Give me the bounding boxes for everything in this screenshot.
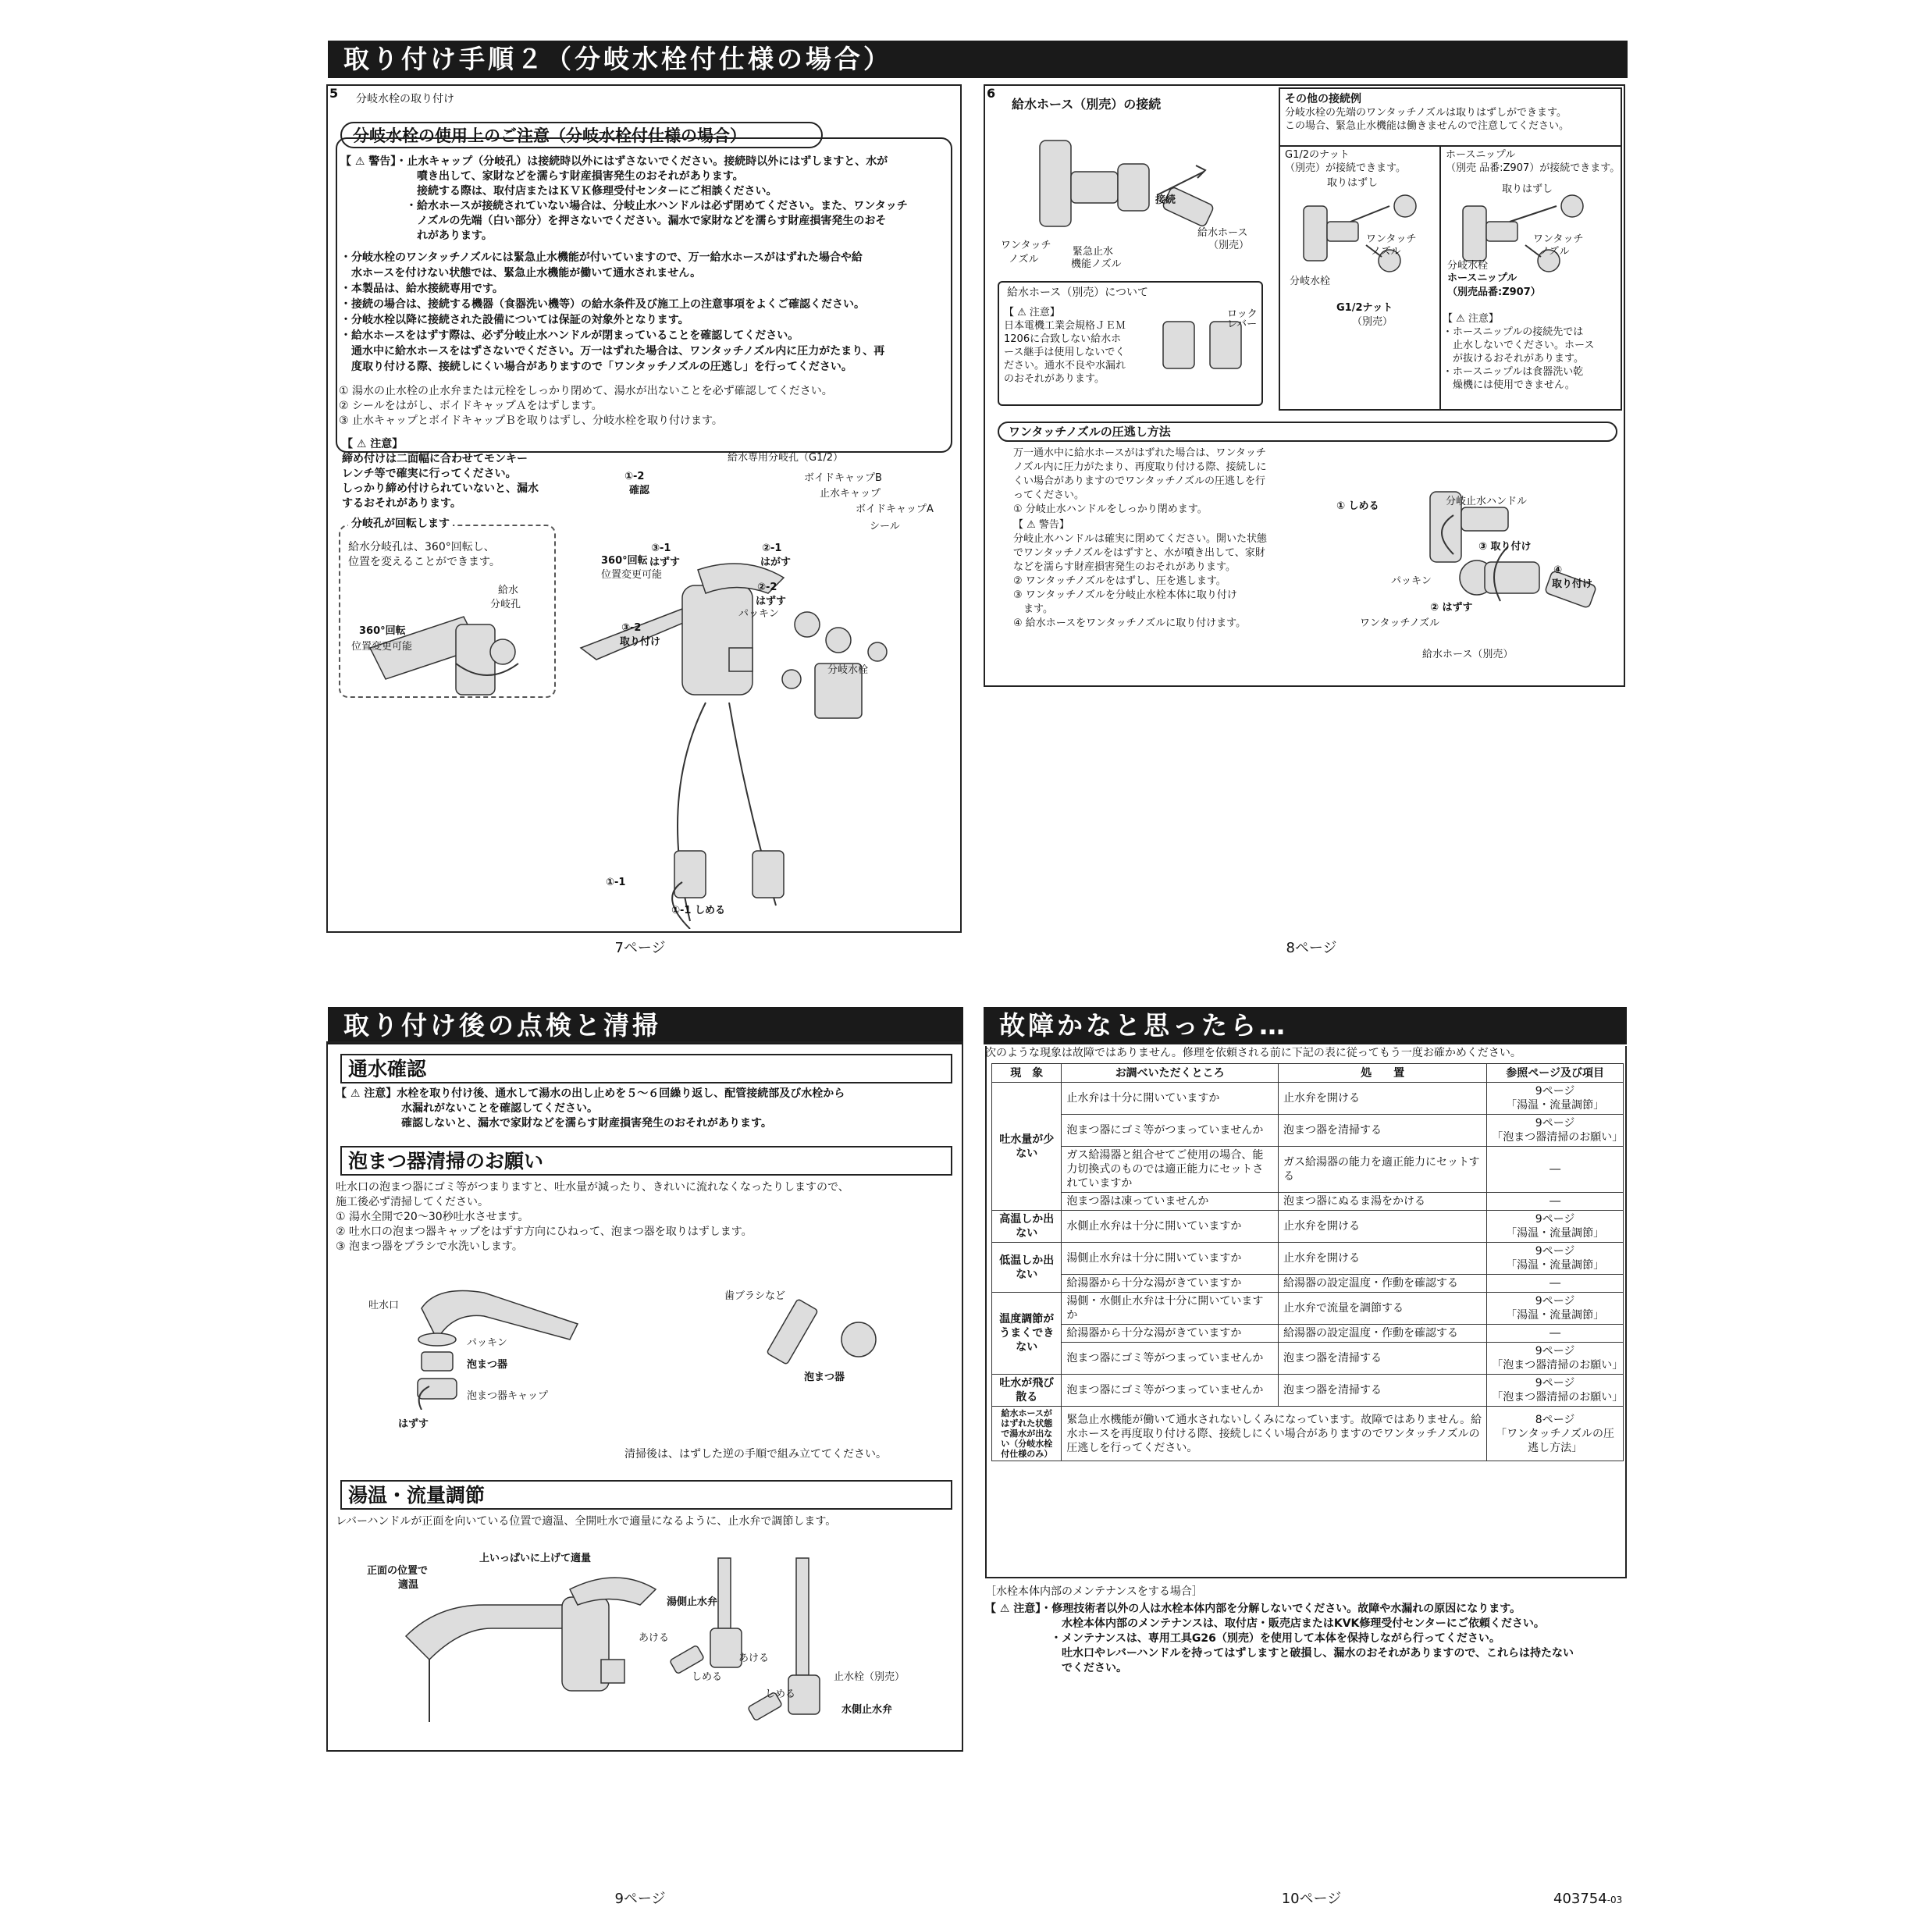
troubleshoot-intro: 次のような現象は故障ではありません。修理を依頼される前に下記の表に従ってもう一度お確かめください。 [985, 1047, 1521, 1059]
figure-label: ①-2 [624, 471, 645, 482]
text-line: 【 ⚠ 注意】水栓を取り付け後、通水して湯水の出し止めを５～６回繰り返し、配管接続部及び水栓から [336, 1087, 845, 1100]
figure-label: 適温 [398, 1579, 419, 1591]
figure-label: 分岐水栓 [1290, 276, 1331, 287]
reference-cell: ― [1487, 1325, 1624, 1343]
table-row [992, 1211, 1624, 1243]
text-line: ース継手は使用しないでく [1004, 347, 1126, 358]
fix-cell: 止水弁を開ける [1278, 1211, 1486, 1243]
text-line: 燥機には使用できません。 [1443, 379, 1575, 391]
text-line: 給水分岐孔は、360°回転し、 [348, 541, 495, 553]
other-connect-text [1285, 106, 1569, 133]
fix-cell: 泡まつ器を清掃する [1278, 1115, 1486, 1147]
fix-cell: 止水弁を開ける [1278, 1083, 1486, 1115]
text-line: が抜けるおそれがあります。 [1443, 353, 1584, 365]
troubleshoot-table [991, 1063, 1624, 1461]
nipple-caution [1443, 312, 1594, 392]
table-row [992, 1275, 1624, 1293]
warning-line: 【 ⚠ 警告】 [1013, 519, 1069, 531]
figure-label: ノズル [1539, 246, 1570, 258]
text-line: 1206に合致しない給水ホ [1004, 333, 1122, 345]
figure-label: 取り付け [620, 636, 661, 648]
reference-cell: 9ページ 「湯温・流量調節」 [1487, 1293, 1624, 1325]
table-row [992, 1193, 1624, 1211]
table-header: お調べいただくところ [1062, 1064, 1279, 1083]
text-line: 【 ⚠ 注意】 [1004, 307, 1060, 318]
text-line: ・本製品は、給水接続専用です。 [340, 283, 503, 295]
figure-label: 給水 [498, 585, 519, 596]
relief-step: ② ワンタッチノズルをはずし、圧を逃します。 [1013, 575, 1226, 587]
table-header: 現 象 [992, 1064, 1062, 1083]
figure-label: パッキン [738, 608, 779, 620]
text-line: ① 湯水の止水栓の止水弁または元栓をしっかり閉めて、湯水が出ないことを必ず確認してください。 [339, 385, 833, 397]
text-line: 噴き出して、家財などを濡らす財産損害発生のおそれがあります。 [340, 170, 744, 183]
text-line: 確認しないと、漏水で家財などを濡らす財産損害発生のおそれがあります。 [336, 1117, 772, 1130]
figure-label: 取りはずし [1502, 183, 1553, 195]
reference-cell: ― [1487, 1275, 1624, 1293]
text-line: ってください。 [1013, 489, 1085, 501]
warning-line: 分岐止水ハンドルは確実に閉めてください。開いた状態 [1013, 533, 1268, 545]
symptom-cell: 温度調節がうまくできない [992, 1293, 1062, 1375]
text-line: G1/2のナット [1285, 149, 1350, 161]
aerator-text [336, 1180, 849, 1254]
figure-label: ③-1 [651, 543, 671, 554]
document-code [1553, 1891, 1622, 1907]
check-cell: ガス給湯器と組合せてご使用の場合、能力切換式のものでは適正能力にセットされていますか [1062, 1147, 1279, 1193]
reference-cell: 9ページ 「湯温・流量調節」 [1487, 1211, 1624, 1243]
step-number-6: 6 [987, 86, 996, 101]
doc-code-rev: -03 [1606, 1895, 1623, 1905]
page8-number: 8ページ [1286, 940, 1337, 956]
text-line: 分岐水栓の先端のワンタッチノズルは取りはずしができます。 [1285, 107, 1567, 119]
caution-heading: 分岐水栓の使用上のご注意（分岐水栓付仕様の場合） [340, 122, 823, 148]
text-line: ・ホースニップルは食器洗い乾 [1443, 366, 1584, 378]
check-cell: 給湯器から十分な湯がきていますか [1062, 1325, 1279, 1343]
table-row [992, 1083, 1624, 1115]
text-line: （別売 品番:Z907）が接続できます。 [1446, 162, 1621, 174]
page10-banner: 故障かなと思ったら… [984, 1007, 1627, 1044]
hose-about-title: 給水ホース（別売）について [1007, 286, 1149, 299]
check-cell: 泡まつ器にゴミ等がつまっていませんか [1062, 1343, 1279, 1375]
figure-label: しめる [765, 1688, 796, 1700]
figure-label: G1/2ナット [1336, 302, 1393, 314]
table-row [992, 1375, 1624, 1407]
table-row [992, 1325, 1624, 1343]
hose-about-box [998, 281, 1263, 406]
text-line: ロック [1227, 308, 1258, 320]
text-line: レバー [1227, 318, 1258, 330]
text-line: ① 分岐止水ハンドルをしっかり閉めます。 [1013, 503, 1208, 515]
text-line: 【 ⚠ 注意】・修理技術者以外の人は水栓本体内部を分解しないでください。故障や水漏れの原因になります。 [985, 1603, 1521, 1615]
relief-step: ます。 [1013, 603, 1053, 615]
text-line: 【 ⚠ 警告】・止水キャップ（分岐孔）は接続時以外にはずさないでください。接続時以外にはずしますと、水が [340, 155, 888, 168]
figure-label: 給水専用分岐孔（G1/2） [728, 452, 843, 464]
figure-label: 泡まつ器 [804, 1372, 845, 1383]
fix-cell: 止水弁で流量を調節する [1278, 1293, 1486, 1325]
page9-panel [326, 1041, 963, 1752]
figure-label: ワンタッチノズル [1360, 617, 1440, 629]
text-line: 日本電機工業会規格ＪＥＭ [1004, 320, 1126, 332]
check-cell: 泡まつ器にゴミ等がつまっていませんか [1062, 1375, 1279, 1407]
figure-label: 給水ホース [1197, 227, 1248, 239]
other-connect-box [1279, 87, 1622, 411]
reference-cell: ― [1487, 1193, 1624, 1211]
figure-label: ②-2 [757, 582, 777, 593]
check-cell: 湯側止水弁は十分に開いていますか [1062, 1243, 1279, 1275]
text-line: ・分岐水栓のワンタッチノズルには緊急止水機能が付いていますので、万一給水ホースがはずれた場合や給 [340, 251, 863, 264]
page9-number: 9ページ [614, 1891, 666, 1907]
figure-label: 取り付け [1552, 578, 1593, 590]
figure-label: 分岐水栓 [1447, 260, 1489, 272]
page7-number: 7ページ [614, 940, 666, 956]
text-line: （別売）が接続できます。 [1285, 162, 1406, 174]
figure-label: あける [639, 1632, 670, 1644]
fix-cell: 給湯器の設定温度・作動を確認する [1278, 1275, 1486, 1293]
text-line: ・給水ホースをはずす際は、必ず分岐止水ハンドルが閉まっていることを確認してください。 [340, 329, 799, 342]
page7-banner: 取り付け手順２（分岐水栓付仕様の場合） [328, 41, 1628, 78]
table-row [992, 1293, 1624, 1325]
text-line: しっかり締め付けられていないと、漏水 [342, 482, 539, 495]
text-line: ださい。通水不良や水漏れ [1004, 360, 1126, 372]
reference-cell: 9ページ 「泡まつ器清掃のお願い」 [1487, 1115, 1624, 1147]
rotate-title: 分岐孔が回転します [348, 517, 453, 532]
text-line: くい場合がありますのでワンタッチノズルの圧逃しを行 [1013, 475, 1266, 487]
page8-panel [984, 84, 1625, 687]
text-line: ③ 止水キャップとボイドキャップＢを取りはずし、分岐水栓を取り付けます。 [339, 415, 723, 427]
reference-cell: ― [1487, 1147, 1624, 1193]
figure-label: 上いっぱいに上げて適量 [479, 1553, 592, 1564]
relief-title: ワンタッチノズルの圧逃し方法 [998, 422, 1617, 442]
relief-step: ④ 給水ホースをワンタッチノズルに取り付けます。 [1013, 617, 1247, 629]
text-line: 水漏れがないことを確認してください。 [336, 1102, 598, 1115]
text-line: 通水中に給水ホースをはずさないでください。万一はずれた場合は、ワンタッチノズル内に圧力がたまり、再 [340, 345, 885, 358]
check-cell: 泡まつ器にゴミ等がつまっていませんか [1062, 1115, 1279, 1147]
figure-label: はずす [756, 596, 787, 607]
figure-label: しめる [692, 1671, 723, 1683]
table-row [992, 1147, 1624, 1193]
figure-label: 確認 [629, 485, 650, 496]
figure-label: 給水ホース（別売） [1422, 649, 1514, 660]
reference-cell: 8ページ 「ワンタッチノズルの圧逃し方法」 [1487, 1407, 1624, 1461]
text-line: 万一通水中に給水ホースがはずれた場合は、ワンタッチ [1013, 447, 1266, 459]
clean-note: 清掃後は、はずした逆の手順で組み立ててください。 [624, 1448, 887, 1461]
figure-label: （別売） [1208, 240, 1250, 251]
figure-label: ②-1 [762, 543, 782, 554]
text-line: ・ホースニップルの接続先では [1443, 326, 1584, 338]
text-line: ・給水ホースが接続されていない場合は、分岐止水ハンドルは必ず閉めてください。また、ワンタッチ [340, 200, 908, 212]
fix-cell: 泡まつ器を清掃する [1278, 1375, 1486, 1407]
figure-label: 緊急止水 [1073, 246, 1114, 258]
table-row [992, 1407, 1624, 1461]
other-connect-title: その他の接続例 [1285, 93, 1361, 105]
maintenance-title: ［水栓本体内部のメンテナンスをする場合］ [985, 1585, 1203, 1598]
figure-label: 位置変更可能 [351, 641, 413, 653]
figure-label: シール [870, 521, 900, 532]
reference-cell: 9ページ 「泡まつ器清掃のお願い」 [1487, 1343, 1624, 1375]
text-line: 度取り付ける際、接続しにくい場合がありますので「ワンタッチノズルの圧逃し」を行ってください。 [340, 361, 852, 373]
hose-connect-title: 給水ホース（別売）の接続 [1012, 97, 1162, 112]
figure-label: 湯側止水弁 [667, 1596, 718, 1608]
reference-cell: 9ページ 「湯温・流量調節」 [1487, 1083, 1624, 1115]
table-row [992, 1243, 1624, 1275]
step-title: 分岐水栓の取り付け [356, 93, 454, 105]
text-line: ホースニップル [1446, 149, 1516, 161]
faucet-install-figure [339, 523, 948, 929]
reference-cell: 9ページ 「泡まつ器清掃のお願い」 [1487, 1375, 1624, 1407]
figure-label: ③ 取り付け [1478, 541, 1532, 553]
figure-label: パッキン [467, 1337, 507, 1349]
figure-label: ノズル [1371, 246, 1401, 258]
fix-cell: 泡まつ器にぬるま湯をかける [1278, 1193, 1486, 1211]
check-cell: 泡まつ器は凍っていませんか [1062, 1193, 1279, 1211]
figure-label: はずす [398, 1418, 429, 1430]
fix-cell: ガス給湯器の能力を適正能力にセットする [1278, 1147, 1486, 1193]
figure-label: 正面の位置で [367, 1565, 429, 1577]
figure-label: ①-1 しめる [671, 905, 725, 916]
symptom-cell: 給水ホースがはずれた状態で湯水が出ない（分岐水栓付仕様のみ） [992, 1407, 1062, 1461]
tighten-caution [342, 437, 539, 511]
fix-cell: 泡まつ器を清掃する [1278, 1343, 1486, 1375]
text-line: ② シールをはがし、ボイドキャップＡをはずします。 [339, 400, 603, 412]
check-cell: 給湯器から十分な湯がきていますか [1062, 1275, 1279, 1293]
figure-label: 分岐孔 [490, 599, 521, 610]
figure-label: 機能ノズル [1071, 258, 1122, 270]
nipple-text [1446, 148, 1620, 175]
text-line: ② 吐水口の泡まつ器キャップをはずす方向にひねって、泡まつ器を取りはずします。 [336, 1226, 753, 1238]
figure-label: 泡まつ器 [467, 1359, 508, 1371]
check-cell: 水側止水弁は十分に開いていますか [1062, 1211, 1279, 1243]
g12-text [1285, 148, 1406, 175]
figure-label: 水側止水弁 [841, 1704, 893, 1716]
figure-label: （別売） [1352, 316, 1393, 328]
symptom-cell: 吐水が飛び散る [992, 1375, 1062, 1407]
doc-code-number: 403754 [1553, 1891, 1607, 1907]
figure-label: パッキン [1391, 575, 1432, 587]
text-line: この場合、緊急止水機能は働きませんので注意してください。 [1285, 120, 1570, 132]
text-line: するおそれがあります。 [342, 497, 461, 510]
install-steps [339, 384, 833, 429]
text-line: ・メンテナンスは、専用工具G26（別売）を使用して本体を保持しながら行ってください。 [985, 1632, 1500, 1645]
text-line: 水ホースを付けない状態では、緊急止水機能が働いて通水されません。 [340, 267, 702, 279]
table-row [992, 1115, 1624, 1147]
figure-label: ホースニップル [1447, 272, 1517, 284]
text-line: ① 湯水全開で20～30秒吐水させます。 [336, 1211, 529, 1223]
text-line: 止水しないでください。ホース [1443, 340, 1595, 351]
figure-label: ボイドキャップB [804, 472, 882, 484]
figure-label: ワンタッチ [1533, 233, 1584, 245]
figure-label: ② はずす [1430, 602, 1473, 614]
relief-step: ③ ワンタッチノズルを分岐止水栓本体に取り付け [1013, 589, 1237, 601]
text-line: でください。 [985, 1662, 1127, 1674]
text-line: 吐水口やレバーハンドルを持ってはずしますと破損し、漏水のおそれがありますので、これらは持たない [985, 1647, 1574, 1660]
figure-label: ワンタッチ [1366, 233, 1417, 245]
caution-title: 【 ⚠ 注意】 [342, 438, 404, 450]
symptom-cell: 高温しか出ない [992, 1211, 1062, 1243]
figure-label: 360°回転 [601, 555, 648, 567]
figure-label: 接続 [1155, 194, 1176, 206]
water-check-text [336, 1087, 845, 1131]
temp-flow-heading: 湯温・流量調節 [340, 1480, 952, 1510]
text-line: ・接続の場合は、接続する機器（食器洗い機等）の給水条件及び施工上の注意事項をよくご確認ください。 [340, 298, 865, 311]
figure-label: はがす [760, 557, 792, 568]
text-line: レンチ等で確実に行ってください。 [342, 468, 517, 480]
symptom-cell: 低温しか出ない [992, 1243, 1062, 1293]
maintenance-text [985, 1602, 1574, 1676]
text-line: ・分岐水栓以降に接続された設備については保証の対象外となります。 [340, 314, 689, 326]
figure-label: 止水キャップ [820, 488, 881, 500]
text-line: 締め付けは二面幅に合わせてモンキー [342, 453, 528, 465]
figure-label: 止水栓（別売） [834, 1671, 906, 1683]
aerator-figure [375, 1277, 906, 1410]
figure-label: 泡まつ器キャップ [467, 1390, 549, 1402]
warning-line: などを濡らす財産損害発生のおそれがあります。 [1013, 561, 1236, 573]
table-header: 参照ページ及び項目 [1487, 1064, 1624, 1083]
figure-label: あける [738, 1653, 770, 1664]
text-line: 水栓本体内部のメンテナンスは、取付店・販売店またはKVK修理受付センターにご依頼ください。 [985, 1617, 1545, 1630]
text-line: 接続する際は、取付店またはＫＶＫ修理受付センターにご相談ください。 [340, 185, 777, 197]
figure-label: ボイドキャップA [856, 503, 934, 515]
temp-flow-text: レバーハンドルが正面を向いている位置で適温、全開吐水で適量になるように、止水弁で調節します。 [336, 1515, 837, 1528]
water-check-heading: 通水確認 [340, 1054, 952, 1083]
page9-banner: 取り付け後の点検と清掃 [328, 1007, 963, 1044]
figure-label: 位置変更可能 [601, 569, 663, 581]
figure-label: 取りはずし [1327, 177, 1379, 189]
text-line: 位置を変えることができます。 [348, 556, 500, 568]
page7-panel [326, 84, 962, 933]
reference-cell: 9ページ 「湯温・流量調節」 [1487, 1243, 1624, 1275]
text-line: 吐水口の泡まつ器にゴミ等がつまりますと、吐水量が減ったり、きれいに流れなくなったりしますので、 [336, 1181, 849, 1194]
text-line: ③ 泡まつ器をブラシで水洗いします。 [336, 1240, 523, 1253]
figure-label: 360°回転 [359, 625, 406, 637]
check-cell: 止水弁は十分に開いていますか [1062, 1083, 1279, 1115]
check-cell: 緊急止水機能が働いて通水されないしくみになっています。故障ではありません。給水ホースを再度取り付ける際、接続しにくい場合がありますのでワンタッチノズルの圧逃しを行ってください。 [1062, 1407, 1487, 1461]
figure-label: 分岐水栓 [827, 664, 869, 676]
figure-label: 分岐止水ハンドル [1446, 496, 1528, 507]
hose-caution [1004, 306, 1126, 386]
step-number: 5 [329, 86, 339, 101]
text-line: ノズルの先端（白い部分）を押さないでください。漏水で家財などを濡らす財産損害発生のおそ [340, 215, 887, 227]
text-line: 【 ⚠ 注意】 [1443, 313, 1499, 325]
figure-label: はずす [649, 557, 681, 568]
fix-cell: 止水弁を開ける [1278, 1243, 1486, 1275]
figure-label: （別売品番:Z907） [1447, 286, 1541, 298]
notes-text [340, 250, 884, 375]
warning-line: でワンタッチノズルをはずすと、水が噴き出して、家財 [1013, 547, 1265, 559]
lock-lever-label [1227, 309, 1258, 329]
text-line: 施工後必ず清掃してください。 [336, 1196, 489, 1208]
text-line: れがあります。 [340, 229, 493, 242]
table-header: 処 置 [1278, 1064, 1486, 1083]
aerator-heading: 泡まつ器清掃のお願い [340, 1146, 952, 1176]
figure-label: ④ [1553, 564, 1563, 576]
figure-label: ワンタッチ [1001, 240, 1051, 251]
figure-label: 歯ブラシなど [724, 1290, 786, 1302]
relief-text [1013, 447, 1267, 631]
text-line: ノズル内に圧力がたまり、再度取り付ける際、接続しに [1013, 461, 1267, 473]
figure-label: 吐水口 [368, 1300, 400, 1311]
fix-cell: 給湯器の設定温度・作動を確認する [1278, 1325, 1486, 1343]
figure-label: ① しめる [1336, 500, 1379, 512]
warning-text [340, 155, 908, 244]
figure-label: ①-1 [606, 877, 626, 888]
symptom-cell: 吐水量が少ない [992, 1083, 1062, 1211]
figure-label: ③-2 [621, 622, 642, 634]
check-cell: 湯側・水側止水弁は十分に開いていますか [1062, 1293, 1279, 1325]
figure-label: ノズル [1009, 254, 1039, 265]
table-row [992, 1343, 1624, 1375]
text-line: のおそれがあります。 [1004, 373, 1105, 385]
page10-number: 10ページ [1281, 1891, 1342, 1907]
